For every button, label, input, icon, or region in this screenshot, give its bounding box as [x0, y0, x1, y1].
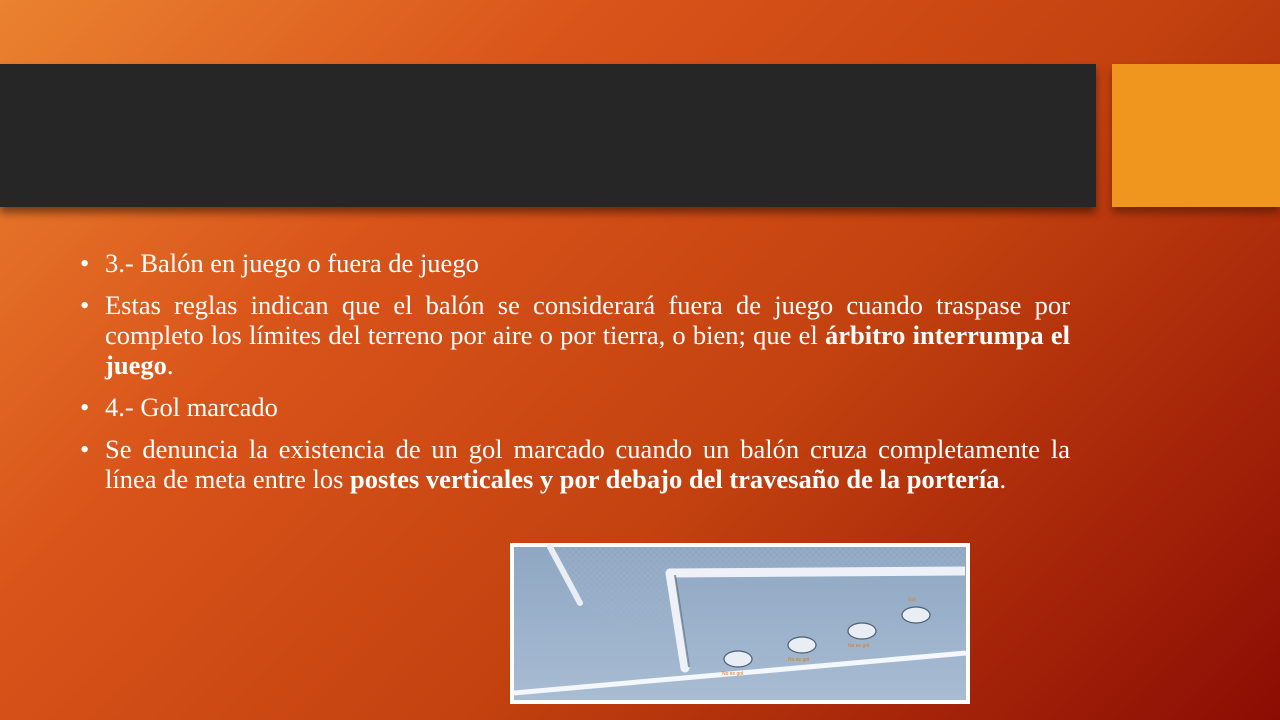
bullet-text: Estas reglas indican que el balón se considerará fuera de juego cuando traspase por completo los límites del terreno por aire o por tierra, o bien; que el [105, 290, 1070, 350]
bullet-text: Se denuncia la existencia de un gol marcado cuando un balón cruza completamente la línea de meta entre los [105, 434, 1070, 494]
bullet-item [80, 290, 1070, 380]
ball-label: Gol [908, 597, 916, 603]
ball-label: No es gol [848, 643, 870, 649]
ball-label: No es gol [722, 671, 744, 677]
bullet-text-end: . [999, 464, 1007, 494]
bullet-text-end: . [166, 350, 174, 380]
goal-line-illustration-icon [510, 543, 970, 704]
bullet-item [80, 392, 1070, 422]
bullet-marker: • [80, 434, 90, 464]
bullet-bold-text: postes verticales y por debajo del travesaño de la portería [350, 464, 1000, 494]
bullet-item [80, 434, 1070, 494]
slide-title-bar [0, 64, 1096, 207]
bullet-marker: • [80, 290, 90, 320]
bullet-text: 4.- Gol marcado [105, 392, 278, 422]
bullet-marker: • [80, 248, 90, 278]
bullet-bold-text: árbitro interrumpa el juego [105, 320, 1071, 380]
slide-content [80, 248, 1070, 506]
accent-box [1112, 64, 1280, 207]
goal-line-illustration [510, 543, 970, 704]
bullet-marker: • [80, 392, 90, 422]
ball-label: No es gol [788, 657, 810, 663]
bullet-item [80, 248, 1070, 278]
bullet-text: 3.- Balón en juego o fuera de juego [105, 248, 479, 278]
